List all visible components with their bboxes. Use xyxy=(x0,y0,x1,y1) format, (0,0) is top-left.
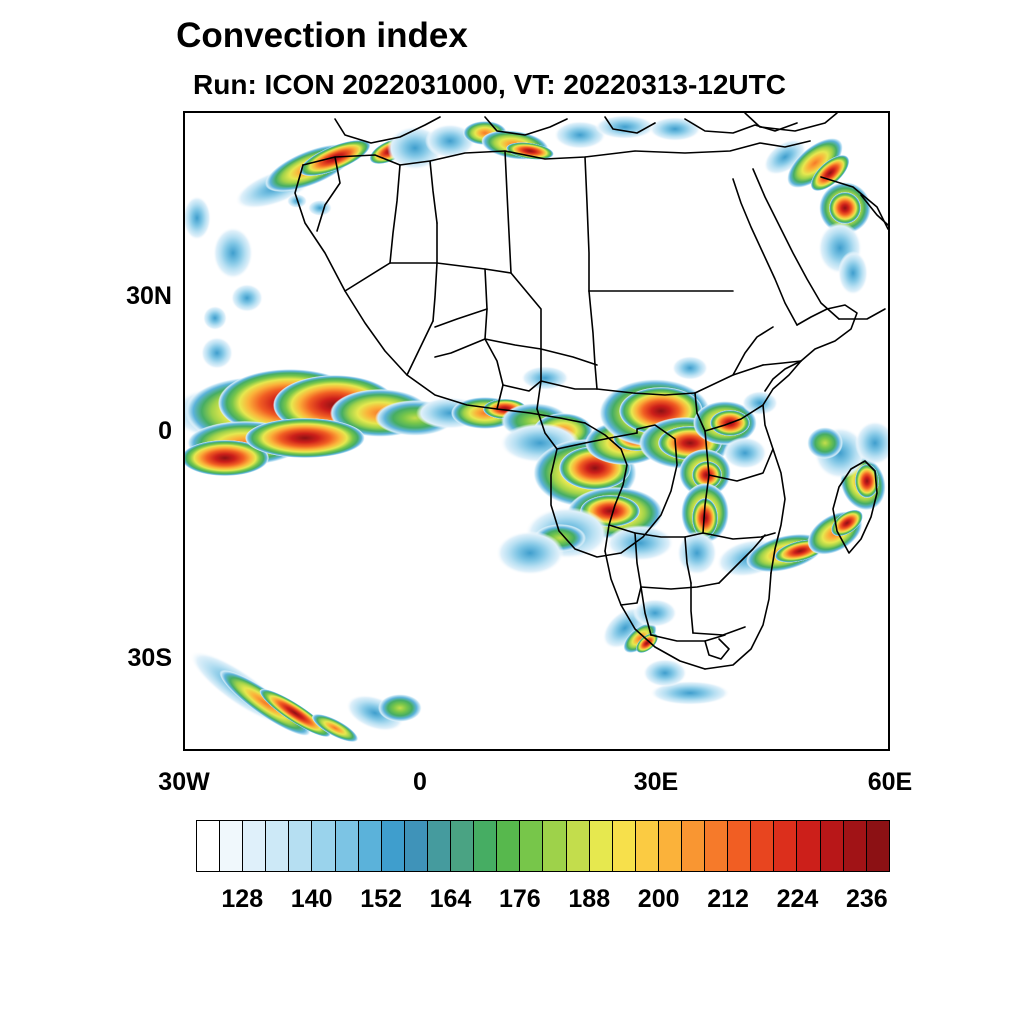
colorbar-swatch xyxy=(774,821,797,871)
colorbar-swatch xyxy=(867,821,889,871)
colorbar-tick-labels xyxy=(196,885,890,917)
chart-title: Convection index xyxy=(176,16,468,55)
x-tick-30e: 30E xyxy=(633,768,679,796)
colorbar-swatch xyxy=(797,821,820,871)
colorbar-swatch xyxy=(751,821,774,871)
colorbar-swatch xyxy=(197,821,220,871)
map-canvas xyxy=(185,113,888,749)
colorbar-swatch xyxy=(359,821,382,871)
colorbar-swatch xyxy=(428,821,451,871)
colorbar-swatch xyxy=(474,821,497,871)
colorbar-swatch xyxy=(520,821,543,871)
colorbar-swatch xyxy=(844,821,867,871)
colorbar-tick: 164 xyxy=(429,885,472,913)
colorbar-swatch xyxy=(497,821,520,871)
colorbar-tick: 176 xyxy=(499,885,541,913)
x-tick-0: 0 xyxy=(413,768,427,796)
colorbar-tick: 152 xyxy=(360,885,402,913)
map-plot-area xyxy=(183,111,890,751)
colorbar-swatch xyxy=(451,821,474,871)
colorbar-swatch xyxy=(728,821,751,871)
colorbar-tick: 188 xyxy=(568,885,611,913)
x-axis-labels xyxy=(0,770,1024,810)
colorbar-swatch xyxy=(636,821,659,871)
colorbar-swatch xyxy=(543,821,566,871)
y-tick-30s: 30S xyxy=(127,644,172,672)
colorbar-swatch xyxy=(266,821,289,871)
colorbar-swatch xyxy=(312,821,335,871)
colorbar-swatch xyxy=(659,821,682,871)
colorbar-swatch xyxy=(405,821,428,871)
chart-subtitle: Run: ICON 2022031000, VT: 20220313-12UTC xyxy=(193,69,786,100)
x-tick-60e: 60E xyxy=(867,768,913,796)
colorbar-tick: 224 xyxy=(776,885,819,913)
colorbar-tick: 140 xyxy=(290,885,333,913)
y-axis-labels xyxy=(0,111,172,751)
colorbar-swatch xyxy=(682,821,705,871)
colorbar-swatch xyxy=(567,821,590,871)
colorbar-tick: 128 xyxy=(221,885,264,913)
colorbar-swatch xyxy=(613,821,636,871)
colorbar-swatch xyxy=(289,821,312,871)
colorbar-swatch xyxy=(220,821,243,871)
colorbar-tick: 200 xyxy=(637,885,680,913)
y-tick-0: 0 xyxy=(158,417,172,445)
colorbar-tick: 212 xyxy=(707,885,749,913)
x-tick-30w: 30W xyxy=(158,768,210,796)
colorbar-swatch xyxy=(590,821,613,871)
colorbar-swatch xyxy=(336,821,359,871)
colorbar-swatch xyxy=(821,821,844,871)
y-tick-30n: 30N xyxy=(126,282,172,310)
colorbar-tick: 236 xyxy=(846,885,888,913)
colorbar-swatch xyxy=(705,821,728,871)
colorbar-swatch xyxy=(382,821,405,871)
colorbar-swatch xyxy=(243,821,266,871)
colorbar xyxy=(196,820,890,872)
